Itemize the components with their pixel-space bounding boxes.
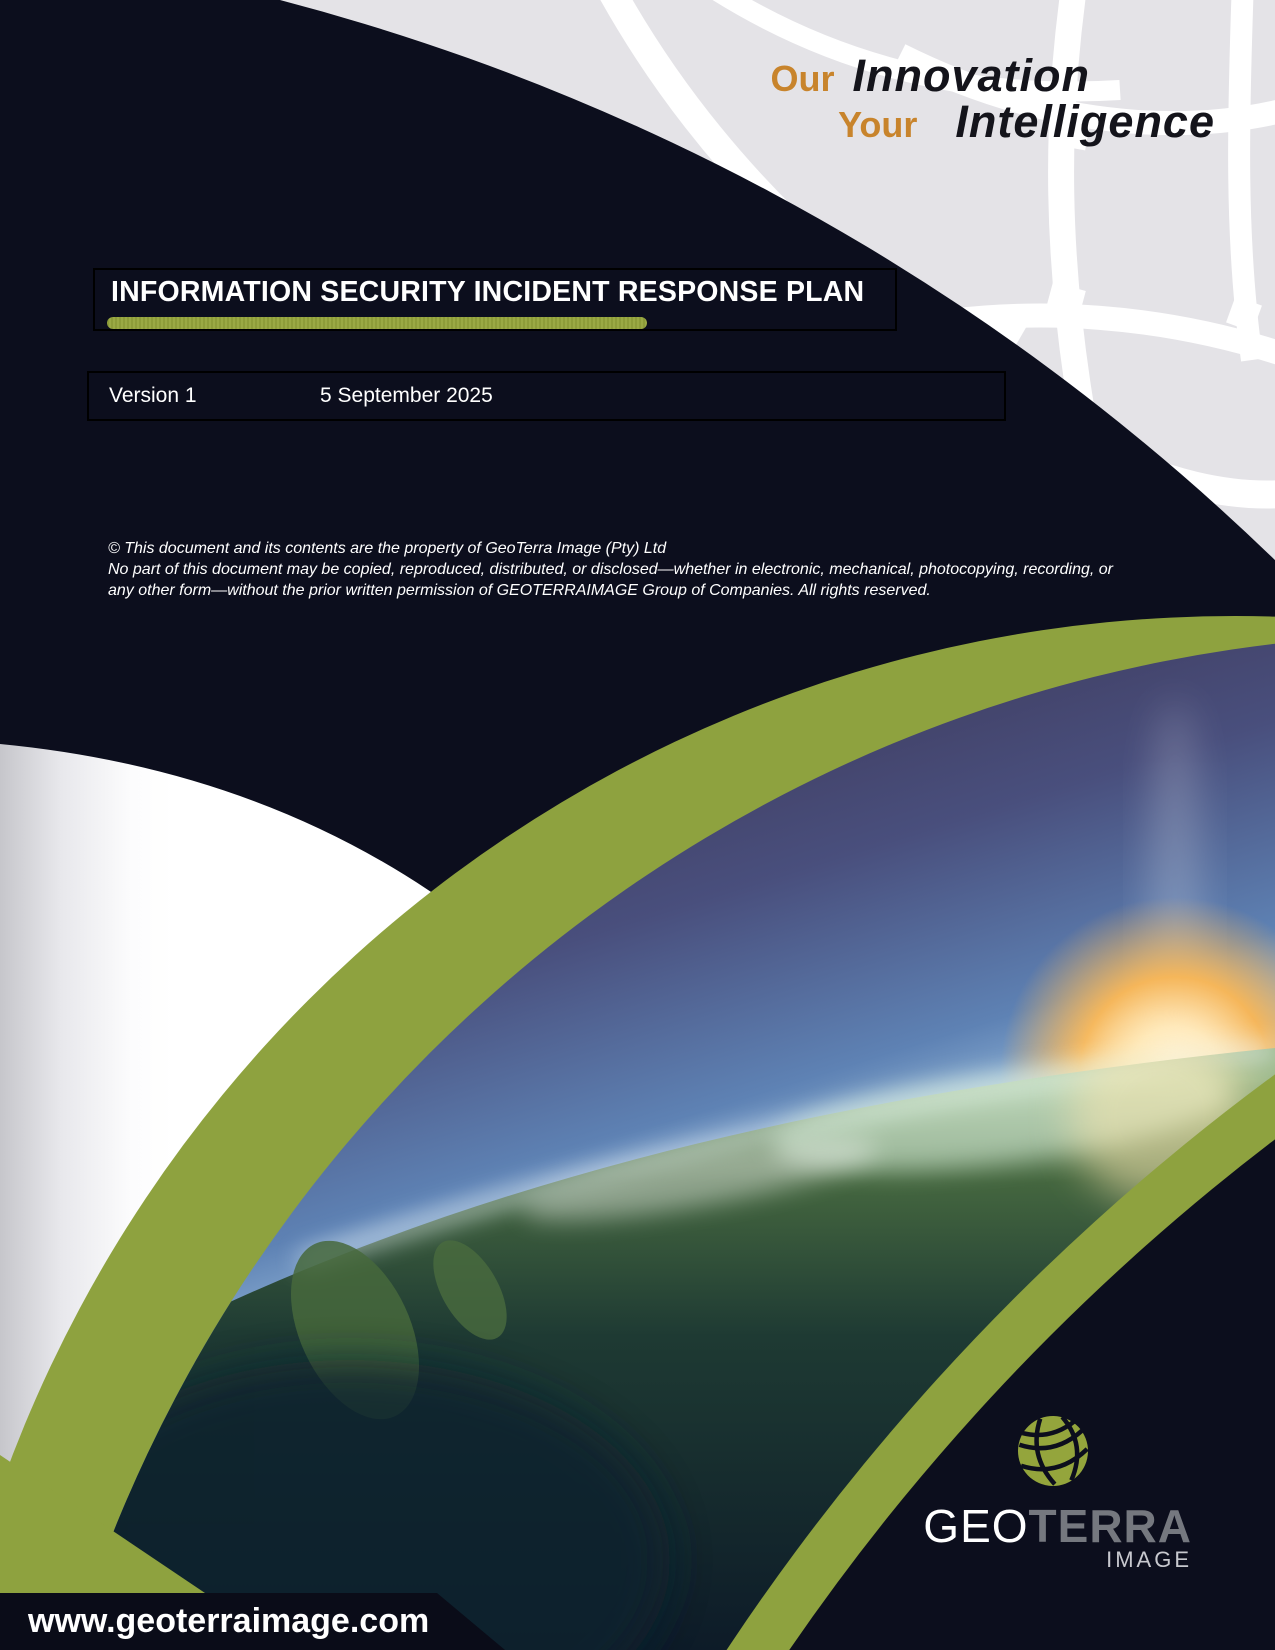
logo-terra: TERRA (1028, 1500, 1192, 1552)
document-title: INFORMATION SECURITY INCIDENT RESPONSE PLAN (111, 276, 865, 308)
tagline-intelligence: Intelligence (955, 96, 1215, 147)
tagline-line2 (838, 96, 1215, 148)
tagline-our: Our (770, 58, 835, 99)
version-label: Version 1 (109, 384, 197, 407)
version-bar (87, 371, 1006, 421)
geoterra-wordmark (923, 1500, 1192, 1552)
copyright-notice (108, 538, 1113, 601)
website-url: www.geoterraimage.com (28, 1602, 430, 1640)
version-date: 5 September 2025 (320, 384, 493, 407)
copyright-line1: © This document and its contents are the property of GeoTerra Image (Pty) Ltd (108, 540, 667, 557)
title-box (93, 268, 897, 331)
logo-geo: GEO (923, 1500, 1029, 1552)
tagline-innovation: Innovation (852, 50, 1090, 101)
logo-image-label: IMAGE (1106, 1547, 1192, 1572)
title-underline-bar (107, 317, 647, 329)
tagline-line1 (771, 50, 1091, 102)
tagline-your: Your (838, 104, 918, 145)
copyright-line2: No part of this document may be copied, reproduced, distributed, or disclosed—whether in electronic, mechanical, photocopying, recording, or (108, 561, 1113, 578)
copyright-line3: any other form—without the prior written permission of GEOTERRAIMAGE Group of Companies. All rights reserved. (108, 582, 931, 599)
